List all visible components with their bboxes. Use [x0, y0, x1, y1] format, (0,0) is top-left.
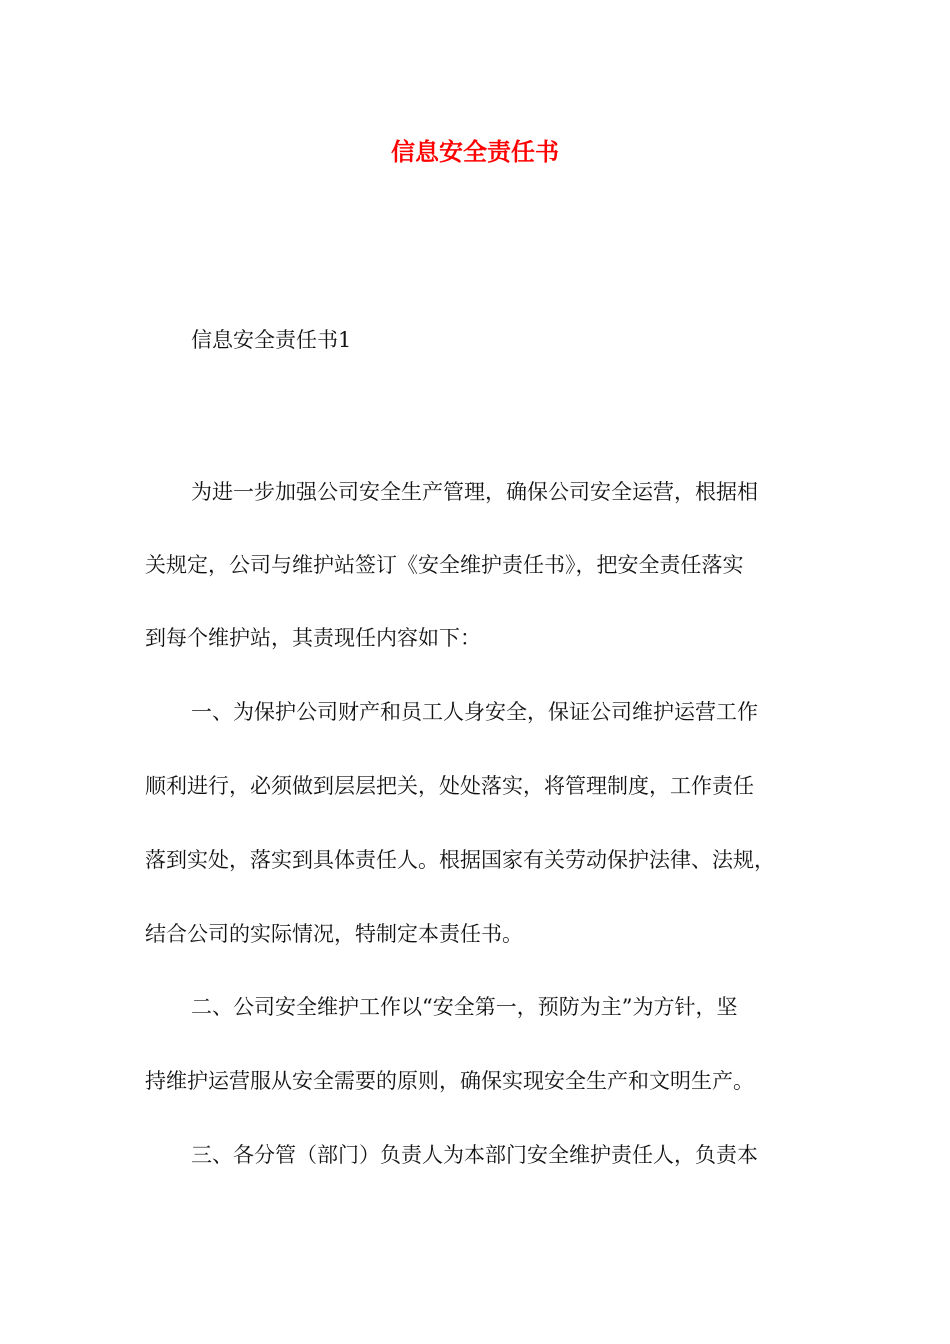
paragraph-3-line-1: 二、公司安全维护工作以“安全第一，预防为主”为方针，坚 [191, 995, 738, 1019]
paragraph-4-line-1: 三、各分管（部门）负责人为本部门安全维护责任人，负责本 [191, 1143, 758, 1167]
paragraph-2-line-3: 落到实处，落实到具体责任人。根据国家有关劳动保护法律、法规， [145, 848, 775, 872]
section-heading: 信息安全责任书1 [191, 328, 352, 352]
paragraph-3-line-2: 持维护运营服从安全需要的原则，确保实现安全生产和文明生产。 [145, 1069, 754, 1093]
paragraph-2-line-4: 结合公司的实际情况，特制定本责任书。 [145, 922, 523, 946]
paragraph-1-line-1: 为进一步加强公司安全生产管理，确保公司安全运营，根据相 [191, 480, 758, 504]
document-title: 信息安全责任书 [391, 137, 559, 166]
paragraph-1-line-3: 到每个维护站，其责现任内容如下： [145, 626, 481, 650]
paragraph-1-line-2: 关规定，公司与维护站签订《安全维护责任书》，把安全责任落实 [145, 553, 744, 577]
paragraph-2-line-2: 顺利进行，必须做到层层把关，处处落实，将管理制度，工作责任 [145, 774, 754, 798]
paragraph-2-line-1: 一、为保护公司财产和员工人身安全，保证公司维护运营工作 [191, 700, 758, 724]
